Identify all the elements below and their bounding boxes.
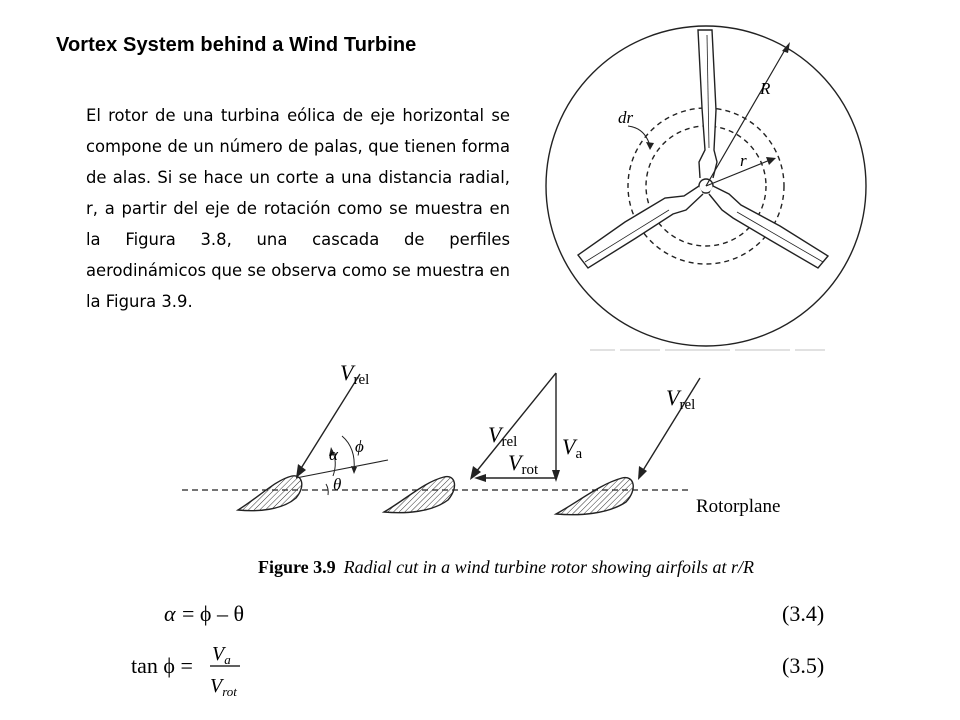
vrel-1-label: Vrel xyxy=(340,360,370,388)
va-label: Va xyxy=(562,434,583,462)
body-paragraph: El rotor de una turbina eólica de eje horizontal se compone de un número de palas, que tienen forma de alas. Si se hace un corte a una distancia radial, r, a partir del eje de rotación como se muestra en la Figura 3.8, una cascada de perfiles aerodinámicos que se observa como se muestra en la Figura 3.9. xyxy=(86,106,510,311)
eq-3-5-lhs: tan ϕ = xyxy=(131,653,193,678)
label-r: r xyxy=(740,151,747,170)
rotorplane-label: Rotorplane xyxy=(696,496,781,517)
eq-3-4-number: (3.4) xyxy=(782,601,825,626)
eq-3-5-number: (3.5) xyxy=(782,653,825,678)
vrel-3-label: Vrel xyxy=(666,385,696,413)
alpha-label: α xyxy=(329,445,338,464)
equation-3-4 xyxy=(164,601,824,626)
label-R: R xyxy=(760,79,771,98)
vrot-label: Vrot xyxy=(508,450,539,478)
label-dr: dr xyxy=(618,108,634,127)
eq-3-5-denominator: $V_{rot}$ xyxy=(210,675,237,699)
figure-caption: Figure 3.9 Radial cut in a wind turbine rotor showing airfoils at r/R xyxy=(258,557,755,577)
theta-label: θ xyxy=(333,475,342,494)
equation-3-5 xyxy=(131,643,824,699)
eq-3-4-rhs: = ϕ – θ xyxy=(182,601,245,626)
vrel-2-label: Vrel xyxy=(488,422,518,450)
eq-3-4-lhs: α xyxy=(164,601,176,626)
phi-label: ϕ xyxy=(355,437,364,456)
eq-3-5-numerator: $V_a$ xyxy=(212,643,231,667)
slide-title: Vortex System behind a Wind Turbine xyxy=(56,34,417,56)
